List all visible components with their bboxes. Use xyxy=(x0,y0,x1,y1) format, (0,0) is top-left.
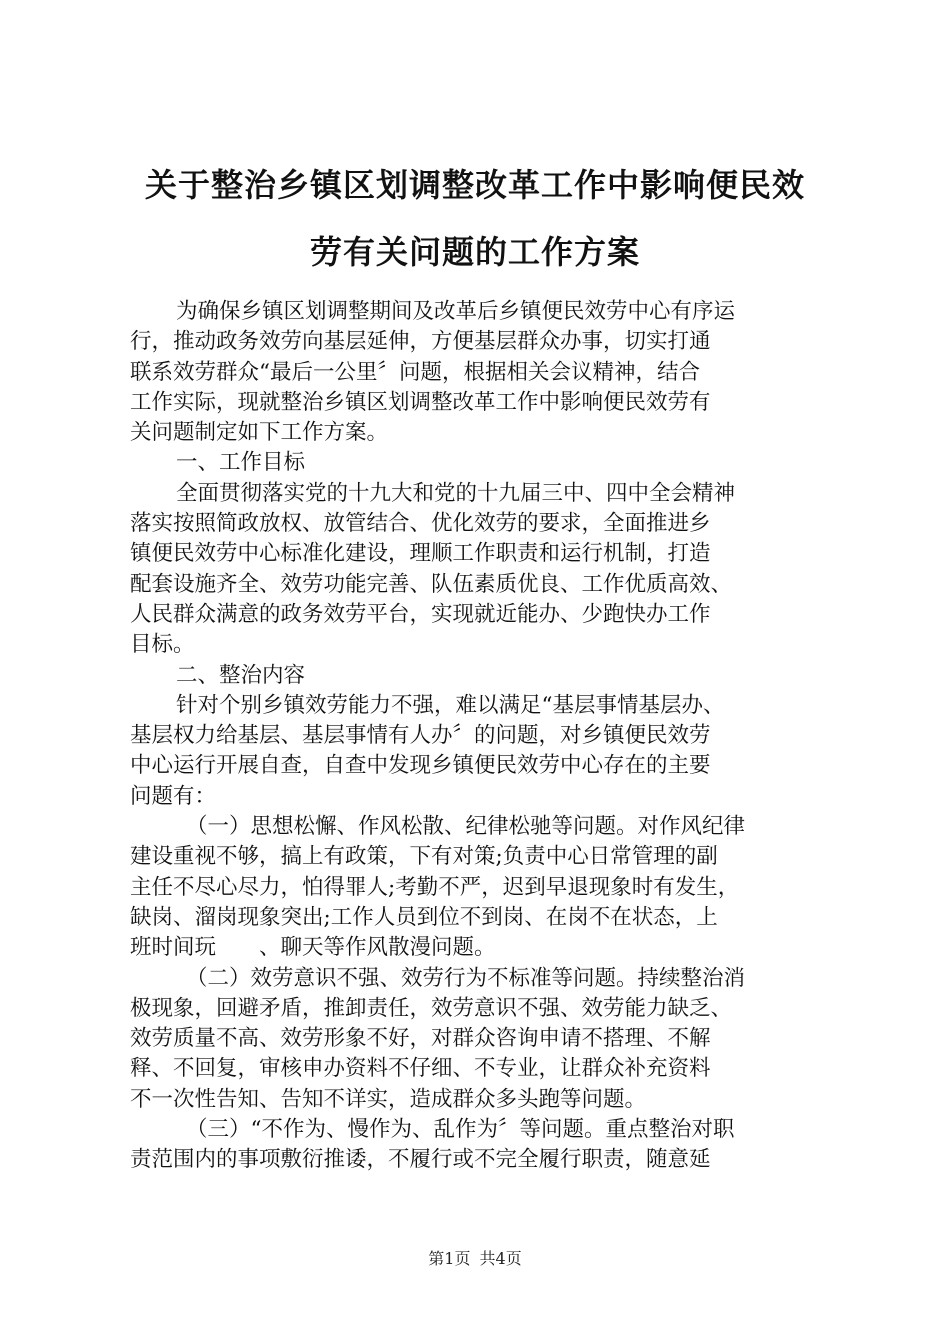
body-line: 问题有： xyxy=(130,783,217,809)
body-line: 责范围内的事项敷衍推诿，不履行或不完全履行职责，随意延 xyxy=(130,1147,711,1173)
body-line: （三）“不作为、慢作为、乱作为〞等问题。重点整治对职 xyxy=(186,1117,735,1143)
body-line: 针对个别乡镇效劳能力不强，难以满足“基层事情基层办、 xyxy=(176,692,725,718)
body-line: 中心运行开展自查，自查中发现乡镇便民效劳中心存在的主要 xyxy=(130,753,711,779)
body-line: 工作实际，现就整治乡镇区划调整改革工作中影响便民效劳有 xyxy=(130,389,711,415)
document-title xyxy=(60,152,890,286)
body-line: 联系效劳群众“最后一公里〞问题，根据相关会议精神，结合 xyxy=(130,359,700,385)
body-line: 二、整治内容 xyxy=(176,662,306,688)
body-line: 一、工作目标 xyxy=(176,450,306,476)
page-number: 第1页 xyxy=(428,1249,471,1268)
body-line: 配套设施齐全、效劳功能完善、队伍素质优良、工作优质高效、 xyxy=(130,571,733,597)
body-line: 极现象，回避矛盾，推卸责任，效劳意识不强、效劳能力缺乏、 xyxy=(130,995,733,1021)
body-line: 释、不回复，审核申办资料不仔细、不专业，让群众补充资料 xyxy=(130,1056,711,1082)
body-line: 全面贯彻落实党的十九大和党的十九届三中、四中全会精神 xyxy=(176,480,736,506)
body-line: 建设重视不够，搞上有政策，下有对策;负责中心日常管理的副 xyxy=(130,844,718,870)
body-line: 目标。 xyxy=(130,632,195,658)
document-body xyxy=(130,297,835,1176)
page-total: 共4页 xyxy=(479,1249,522,1268)
body-line: 主任不尽心尽力，怕得罪人;考勤不严，迟到早退现象时有发生， xyxy=(130,874,740,900)
body-line: 缺岗、溜岗现象突出;工作人员到位不到岗、在岗不在状态，上 xyxy=(130,904,718,930)
body-line: 镇便民效劳中心标准化建设，理顺工作职责和运行机制，打造 xyxy=(130,541,711,567)
body-line: 关问题制定如下工作方案。 xyxy=(130,420,389,446)
body-line: 行，推动政务效劳向基层延伸，方便基层群众办事，切实打通 xyxy=(130,329,711,355)
body-line: 人民群众满意的政务效劳平台，实现就近能办、少跑快办工作 xyxy=(130,601,711,627)
body-line: 效劳质量不高、效劳形象不好，对群众咨询申请不搭理、不解 xyxy=(130,1026,711,1052)
body-line: 班时间玩 、聊天等作风散漫问题。 xyxy=(130,935,496,961)
body-line: （一）思想松懈、作风松散、纪律松驰等问题。对作风纪律 xyxy=(186,814,746,840)
title-line-1: 关于整治乡镇区划调整改革工作中影响便民效 xyxy=(144,166,805,204)
page-footer xyxy=(0,1246,950,1269)
body-line: 不一次性告知、告知不详实，造成群众多头跑等问题。 xyxy=(130,1086,647,1112)
title-line-2: 劳有关问题的工作方案 xyxy=(309,233,640,271)
body-line: 为确保乡镇区划调整期间及改革后乡镇便民效劳中心有序运 xyxy=(176,299,736,324)
body-line: 基层权力给基层、基层事情有人办〞的问题，对乡镇便民效劳 xyxy=(130,723,711,749)
body-line: （二）效劳意识不强、效劳行为不标准等问题。持续整治消 xyxy=(186,965,746,991)
body-line: 落实按照简政放权、放管结合、优化效劳的要求，全面推进乡 xyxy=(130,511,711,537)
